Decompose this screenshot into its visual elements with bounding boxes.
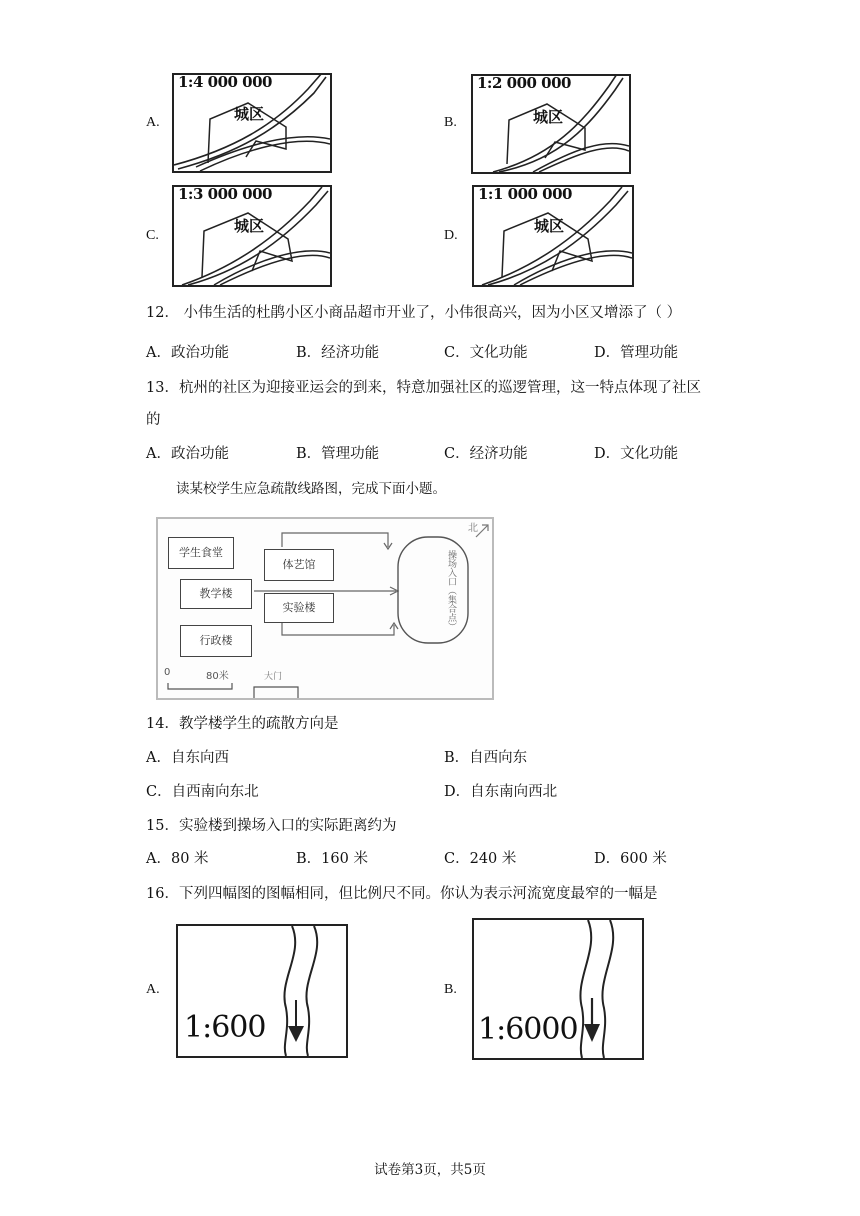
q12-stem: 12． 小伟生活的杜鹃小区小商品超市开业了，小伟很高兴，因为小区又增添了（ ） — [146, 305, 682, 321]
q16-stem: 16．下列四幅图的图幅相同，但比例尺不同。你认为表示河流宽度最窄的一幅是 — [146, 886, 658, 902]
group-intro: 读某校学生应急疏散线路图，完成下面小题。 — [176, 481, 446, 497]
q14-option-b[interactable]: B．自西向东 — [444, 750, 528, 766]
q11-option-d-label: D. — [444, 228, 458, 243]
q12-option-d[interactable]: D．管理功能 — [594, 345, 679, 361]
city-label: 城区 — [234, 105, 265, 123]
building-gym: 体艺馆 — [264, 549, 334, 581]
building-lab: 实验楼 — [264, 593, 334, 623]
q11-map-b — [471, 74, 631, 174]
city-label: 城区 — [534, 217, 565, 235]
q11-option-b-label: B. — [444, 115, 457, 130]
building-teaching: 教学楼 — [180, 579, 252, 609]
q13-option-c[interactable]: C．经济功能 — [444, 446, 528, 462]
q15-option-d[interactable]: D．600 米 — [594, 851, 667, 867]
q15-option-c[interactable]: C．240 米 — [444, 851, 517, 867]
q11-option-a-label: A. — [146, 115, 160, 130]
q13-stem-line2: 的 — [146, 412, 161, 428]
playground-label: 操场入口（集合点） — [446, 549, 456, 631]
q11-option-c-label: C. — [146, 228, 159, 243]
q14-option-d[interactable]: D．自东南向西北 — [444, 784, 558, 800]
q13-option-b[interactable]: B．管理功能 — [296, 446, 380, 462]
q11-map-a — [172, 73, 332, 173]
q16-option-b-label: B. — [444, 982, 457, 997]
q13-stem-line1: 13．杭州的社区为迎接亚运会的到来，特意加强社区的巡逻管理，这一特点体现了社区 — [146, 380, 701, 396]
q15-stem: 15．实验楼到操场入口的实际距离约为 — [146, 818, 397, 834]
scale-zero: 0 — [164, 667, 171, 678]
q12-option-a[interactable]: A．政治功能 — [146, 345, 229, 361]
north-label: 北 — [468, 523, 478, 534]
building-admin: 行政楼 — [180, 625, 252, 657]
q14-stem: 14．教学楼学生的疏散方向是 — [146, 716, 339, 732]
q13-option-d[interactable]: D．文化功能 — [594, 446, 679, 462]
q11-map-d — [472, 185, 634, 287]
q16-option-a-label: A. — [146, 982, 160, 997]
map-scale: 1:3 000 000 — [178, 185, 272, 203]
city-label: 城区 — [234, 217, 265, 235]
q15-option-a[interactable]: A．80 米 — [146, 851, 209, 867]
map-scale: 1:4 000 000 — [178, 73, 272, 91]
map-scale: 1:2 000 000 — [477, 74, 571, 92]
city-label: 城区 — [533, 108, 564, 126]
scale-length: 80米 — [206, 671, 229, 682]
q14-option-c[interactable]: C．自西南向东北 — [146, 784, 259, 800]
building-canteen: 学生食堂 — [168, 537, 234, 569]
q16-map-b — [472, 918, 644, 1060]
evacuation-map — [156, 517, 494, 700]
gate-label: 大门 — [264, 672, 283, 682]
map-scale: 1:600 — [184, 1010, 266, 1045]
page-footer: 试卷第3页，共5页 — [374, 1162, 486, 1178]
q12-option-b[interactable]: B．经济功能 — [296, 345, 380, 361]
q14-option-a[interactable]: A．自东向西 — [146, 750, 229, 766]
q16-map-a — [176, 924, 348, 1058]
q15-option-b[interactable]: B．160 米 — [296, 851, 368, 867]
q13-option-a[interactable]: A．政治功能 — [146, 446, 229, 462]
q12-option-c[interactable]: C．文化功能 — [444, 345, 528, 361]
map-scale: 1:1 000 000 — [478, 185, 572, 203]
q11-map-c — [172, 185, 332, 287]
map-scale: 1:6000 — [478, 1012, 578, 1047]
